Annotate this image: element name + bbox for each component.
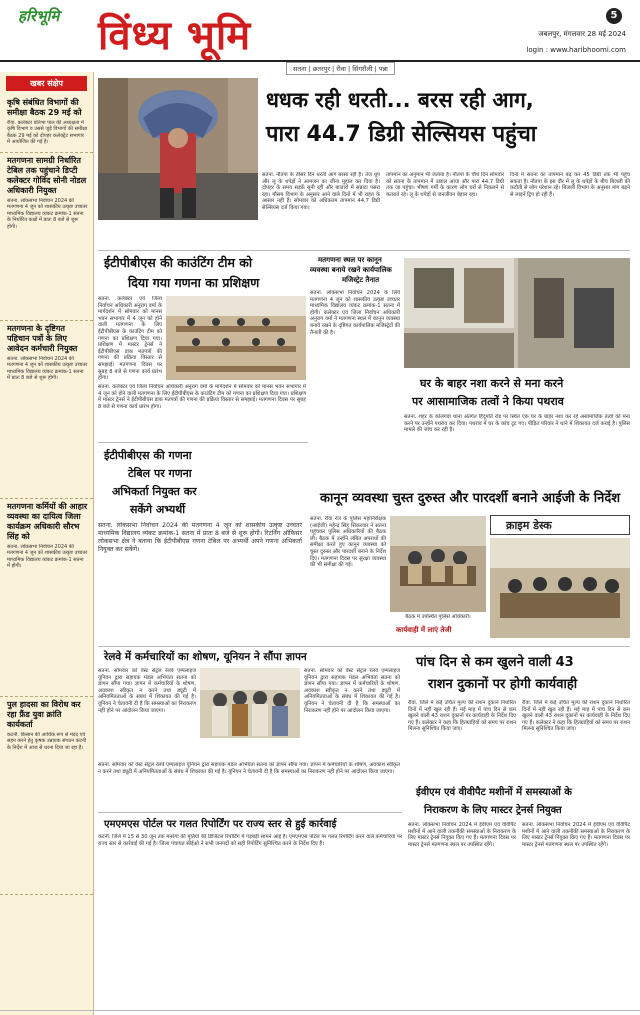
liquor-headline-line2: पर आसामाजिक तत्वों ने किया पथराव (412, 395, 564, 408)
brief-item (0, 95, 93, 153)
evm-headline-line1: ईवीएम एवं वीवीपैट मशीनों में समस्याओं के (416, 787, 572, 798)
brief-headline: मतगणना सामग्री निर्धारित टेबिल तक पहुंचाने डिप्टी कलेक्टर गोविंद सोनी नोडल अधिकारी नियुक्त (7, 156, 87, 195)
ration-headline-line2: राशन दुकानों पर होगी कार्यवाही (428, 677, 578, 692)
evm-body-cont: सतना. लोकसभा निर्वाचन 2024 में ईवीएम एवं वीवीपैट मशीनों में आने वाली तकनीकी समस्याओं के निराकरण के लिए मास्टर ट्रेनर्स नियुक्त किए गए हैं। मतगणना दिवस पर मास्टर ट्रेनर्स मतगणना स्थल पर उपस्थित रहेंगे। (522, 822, 630, 848)
issue-date: जबलपुर, मंगलवार 28 मई 2024 (538, 30, 626, 38)
counting-body-cont: सतना. कलेक्टर एवं जिला निर्वाचन अधिकारी अनुराग वर्मा के मार्गदर्शन में सोमवार को मानस भवन सभागार में 4 जून को होने वाली मतगणना के लिए ईटीपीबीएस के काउंटिंग टीम को गणना का प्रशिक्षण दिया गया। प्रशिक्षण में मास्टर ट्रेनर्स ने ईटीपीबीएस डाक मतपत्रों की गणना की प्रक्रिया विस्तार से समझाई। मतगणना दिवस पर सुबह 8 बजे से गणना कार्य प्रारंभ होगा। (98, 384, 306, 410)
brief-body: सतना. लोकसभा निर्वाचन 2024 की मतगणना 4 जून को शासकीय उत्कृष्ट उच्चतर माध्यमिक विद्यालय व्यंकट क्रमांक-1 सतना में प्रातः 8 बजे से शुरू होगी। (7, 356, 88, 382)
etpbs-headline-line2: टेबिल पर गणना (128, 467, 192, 480)
brand-logo: हरिभूमि (18, 7, 60, 25)
magistrate-headline-line2: व्यवस्था बनाये रखने कार्यपालिक (310, 266, 392, 274)
news-brief-sidebar (0, 72, 94, 1015)
section-divider (98, 250, 630, 251)
brief-item (0, 321, 93, 499)
union-memorandum-photo (200, 668, 300, 738)
counting-headline-line1: ईटीपीबीएस की काउंटिंग टीम को (104, 255, 253, 270)
ig-photo-caption: बैठक में उपस्थित पुलिस अधिकारी। (405, 614, 471, 620)
ig-subheadline: कार्यवाही में लाएं तेजी (396, 626, 452, 634)
magistrate-headline-line3: मजिस्ट्रेट तैनात (342, 276, 380, 284)
etpbs-headline-line1: ईटीपीबीएस की गणना (104, 449, 192, 462)
lead-body-col2: तापमान का अनुमान भी जताया है। नौतपा के चौथे दिन सोमवार को सतना के तापमान में उछाल आया और पारा 44.7 डिग्री तक जा पहुंचा। भीषण गर्मी के कारण लोग घरों से निकलने से कतराते रहे। लू के थपेड़ों से जनजीवन बेहाल रहा। (386, 172, 504, 198)
etpbs-headline-line3: अभिकर्ता नियुक्त कर (112, 485, 197, 498)
brief-body: कटनी. किसान की आर्थिक रूप से मदद एवं सहन करने हेतु कृषक उन्नायक संगठन कटनी के निर्देश में आज से धरना दिया जा रहा है। (7, 732, 87, 751)
brief-headline: कृषि संबंधित विभागों की समीक्षा बैठक 29 मई को (7, 98, 82, 117)
ration-body: रीवा. जिले में कई उचित मूल्य की राशन दुकानें निर्धारित दिनों में नहीं खुल रही हैं। मई माह में पांच दिन से कम खुलने वाली 43 राशन दुकानों पर कार्यवाही के निर्देश दिए गए हैं। कलेक्टर ने कहा कि हितग्राहियों को समय पर राशन मिलना सुनिश्चित किया जाए। (408, 700, 516, 733)
lead-headline-line2: पारा 44.7 डिग्री सेल्सियस पहुंचा (266, 122, 537, 147)
brief-item (0, 153, 93, 321)
railway-body-cont: सतना. सोमवार को वेस्ट सेंट्रल रेलवे एम्पलाइज यूनियन द्वारा सहायक मंडल अभियंता सतना को ज्ञापन सौंपा गया। ज्ञापन में कर्मचारियों के शोषण, अवकाश स्वीकृत न करने तथा ड्यूटी में अनियमितताओं के संबंध में शिकायत की गई है। यूनियन ने चेतावनी दी है कि समस्याओं का निराकरण नहीं होने पर आंदोलन किया जाएगा। (304, 668, 400, 714)
brief-body: सतना. लोकसभा निर्वाचन 2024 की मतगणना 4 जून को शासकीय उत्कृष्ट उच्चतर माध्यमिक विद्यालय व्यंकट क्रमांक-1 सतना के निर्धारित कक्षों में प्रातः 8 बजे से शुरू होगी। (7, 198, 88, 230)
brief-headline: पुल हादसा का विरोध कर रहा फ्रैंड युवा क्रांति कार्यकर्ता (7, 700, 81, 729)
liquor-headline-line1: घर के बाहर नशा करने से मना करने (420, 377, 564, 390)
ig-meeting-photo-right (490, 538, 630, 638)
section-divider (98, 812, 402, 813)
lead-body-col1: सतना. नौतपा के तीसरे दिन धरती आग बरसा रही है। तेज धूप और लू के थपेड़ों ने आमजन का जीना मुहाल कर दिया है। दोपहर के समय सड़कें सूनी रहीं और बाजारों में सन्नाटा पसरा रहा। मौसम विभाग के अनुसार आने वाले दिनों में भी राहत के आसार नहीं हैं। सोमवार को अधिकतम तापमान 44.7 डिग्री सेल्सियस दर्ज किया गया। (262, 172, 380, 211)
page-number: 5 (606, 8, 622, 24)
brief-headline: मतगणना के दृष्टिगत पहिचान पत्रों के लिए आवेदन कर्मचारी नियुक्त (7, 324, 78, 353)
ration-body-cont: रीवा. जिले में कई उचित मूल्य की राशन दुकानें निर्धारित दिनों में नहीं खुल रही हैं। मई माह में पांच दिन से कम खुलने वाली 43 राशन दुकानों पर कार्यवाही के निर्देश दिए गए हैं। कलेक्टर ने कहा कि हितग्राहियों को समय पर राशन मिलना सुनिश्चित किया जाए। (522, 700, 630, 733)
counting-body: सतना. कलेक्टर एवं जिला निर्वाचन अधिकारी अनुराग वर्मा के मार्गदर्शन में सोमवार को मानस भवन सभागार में 4 जून को होने वाली मतगणना के लिए ईटीपीबीएस के काउंटिंग टीम को गणना का प्रशिक्षण दिया गया। प्रशिक्षण में मास्टर ट्रेनर्स ने ईटीपीबीएस डाक मतपत्रों की गणना की प्रक्रिया विस्तार से समझाई। मतगणना दिवस पर सुबह 8 बजे से गणना कार्य प्रारंभ होगा। (98, 296, 162, 382)
brief-headline: मतगणना कर्मियों की आहार व्यवस्था का दायित्व जिला कार्यक्रम अधिकारी सौरभ सिंह को (7, 502, 88, 541)
evm-headline-line2: निराकरण के लिए मास्टर ट्रेनर्स नियुक्त (424, 805, 562, 816)
brief-item (0, 697, 93, 895)
ig-body: सतना. रीवा रेंज के पुलिस महानिरीक्षक (आईजी) महेन्द्र सिंह सिकरवार ने सतना पहुंचकर पुलिस अधिकारियों की बैठक ली। बैठक में उन्होंने लंबित अपराधों की समीक्षा करते हुए कानून व्यवस्था को चुस्त दुरुस्त और पारदर्शी बनाने के निर्देश दिए। मतगणना दिवस पर सुरक्षा व्यवस्था की भी समीक्षा की गई। (310, 516, 386, 569)
lead-body-col3: दिनों में सतना का तापमान बढ़ कर 45 डिग्री तक भी पहुंच सकता है। नौतपा के इस दौर में लू के थपेड़ों के बीच बिजली की कटौती से लोग परेशान रहे। बिजली विभाग के अनुसार मांग बढ़ने से लाइनें ट्रिप हो रही हैं। (510, 172, 630, 198)
evm-body: सतना. लोकसभा निर्वाचन 2024 में ईवीएम एवं वीवीपैट मशीनों में आने वाली तकनीकी समस्याओं के निराकरण के लिए मास्टर ट्रेनर्स नियुक्त किए गए हैं। मतगणना दिवस पर मास्टर ट्रेनर्स मतगणना स्थल पर उपस्थित रहेंगे। (408, 822, 516, 848)
crime-desk-tag: क्राइम डेस्क (506, 519, 552, 532)
stone-pelting-photo (404, 258, 630, 368)
ig-headline: कानून व्यवस्था चुस्त दुरुस्त और पारदर्शी बनाने आईजी के निर्देश (320, 491, 621, 506)
heatwave-photo (98, 78, 258, 220)
mms-body: कटनी. जिले में 15 से 30 जून तक मनरेगा की मूर्तियों की डिजिटल रिपोर्टिंग में गड़बड़ी सामने आई है। एमएमएस पोर्टल पर गलत रिपोर्टिंग करने वाले कर्मचारियों पर राज्य स्तर से कार्रवाई की गई है। जिला पंचायत सीईओ ने सभी जनपदों को सही रिपोर्टिंग सुनिश्चित करने के निर्देश दिए हैं। (98, 834, 402, 847)
section-divider (98, 442, 308, 443)
liquor-body: सतना. शहर के कोलगवां थाना अंतर्गत हिंदूपति रोड पर स्थित एक घर के बाहर नशा कर रहे असामाजिक तत्वों को मना करने पर उन्होंने पथराव कर दिया। पथराव में घर के कांच टूट गए। पीड़ित परिवार ने थाने में शिकायत दर्ज कराई है। पुलिस मामले की जांच कर रही है। (404, 414, 630, 434)
etpbs-headline-line4: सकेंगे अभ्यर्थी (130, 503, 186, 516)
railway-headline: रेलवे में कर्मचारियों का शोषण, यूनियन ने सौंपा ज्ञापन (104, 651, 307, 663)
newspaper-title: विंध्य भूमि (98, 12, 252, 59)
lead-headline-line1: धधक रही धरती... बरस रही आग, (266, 88, 534, 112)
page-bottom-rule (0, 1010, 640, 1011)
etpbs-body: सतना. लोकसभा निर्वाचन 2024 की मतगणना 4 जून को शासकीय उत्कृष्ट उच्चतर माध्यमिक विद्यालय व्यंकट क्रमांक-1 सतना में प्रातः 8 बजे से शुरू होगी। रिटर्निंग ऑफिसर लोकसभा क्षेत्र ने बताया कि ईटीपीबीएस गणना टेबिल पर अभ्यर्थी अपने गणना अभिकर्ता नियुक्त कर सकेंगे। (98, 522, 302, 553)
railway-body-end: सतना. सोमवार को वेस्ट सेंट्रल रेलवे एम्पलाइज यूनियन द्वारा सहायक मंडल अभियंता सतना को ज्ञापन सौंपा गया। ज्ञापन में कर्मचारियों के शोषण, अवकाश स्वीकृत न करने तथा ड्यूटी में अनियमितताओं के संबंध में शिकायत की गई है। यूनियन ने चेतावनी दी है कि समस्याओं का निराकरण नहीं होने पर आंदोलन किया जाएगा। (98, 762, 400, 775)
edition-list: सतना | छतरपुर | रीवा | सिंगरौली | पन्ना (286, 62, 395, 75)
mms-headline: एमएमएस पोर्टल पर गलत रिपोर्टिंग पर राज्य स्तर से हुई कार्रवाई (104, 819, 337, 830)
ig-meeting-photo-left (390, 516, 486, 612)
section-divider (98, 646, 630, 647)
masthead (0, 0, 640, 62)
railway-body: सतना. सोमवार को वेस्ट सेंट्रल रेलवे एम्पलाइज यूनियन द्वारा सहायक मंडल अभियंता सतना को ज्ञापन सौंपा गया। ज्ञापन में कर्मचारियों के शोषण, अवकाश स्वीकृत न करने तथा ड्यूटी में अनियमितताओं के संबंध में शिकायत की गई है। यूनियन ने चेतावनी दी है कि समस्याओं का निराकरण नहीं होने पर आंदोलन किया जाएगा। (98, 668, 196, 714)
brief-body: रीवा. कलेक्टर प्रतिभा पाल की अध्यक्षता में कृषि विभाग व उससे जुड़े विभागों की समीक्षा बैठक 29 मई को दोपहर कलेक्ट्रेट सभागार में आयोजित की गई है। (7, 120, 88, 146)
brief-item (0, 499, 93, 697)
sidebar-tag: खबर संक्षेप (6, 76, 87, 91)
site-url[interactable]: login : www.haribhoomi.com (526, 46, 626, 54)
brief-body: सतना. लोकसभा निर्वाचन 2024 की मतगणना 4 जून को शासकीय उत्कृष्ट उच्चतर माध्यमिक विद्यालय व्यंकट क्रमांक-1 सतना में होगी। (7, 544, 88, 570)
counting-training-photo (166, 296, 306, 380)
magistrate-headline-line1: मतगणना स्थल पर कानून (318, 256, 382, 264)
magistrate-body: सतना. लोकसभा निर्वाचन 2024 के लिये मतगणना 4 जून को शासकीय उत्कृष्ट उच्चतर माध्यमिक विद्यालय व्यंकट क्रमांक-1 सतना में होगी। कलेक्टर एवं जिला निर्वाचन अधिकारी अनुराग वर्मा ने मतगणना स्थल में कानून व्यवस्था बनाये रखने के दृष्टिगत कार्यपालिक मजिस्ट्रेटों की तैनाती की है। (310, 290, 400, 336)
ration-headline-line1: पांच दिन से कम खुलने वाली 43 (416, 655, 574, 670)
counting-headline-line2: दिया गया गणना का प्रशिक्षण (128, 275, 260, 290)
